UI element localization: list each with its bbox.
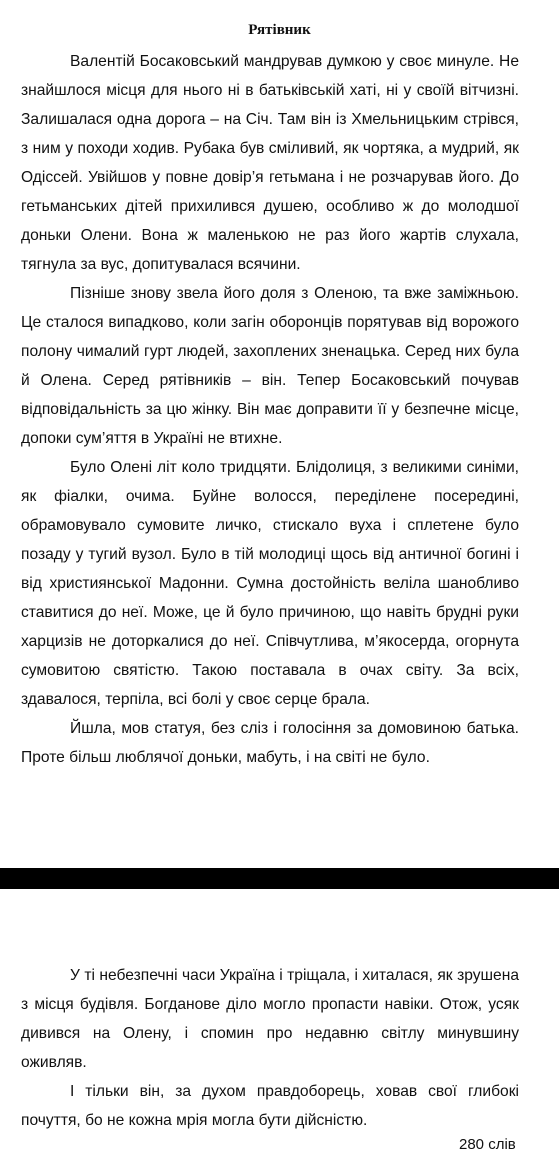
paragraph: Було Олені літ коло тридцяти. Блідолиця, з великими синіми, як фіалки, очима. Буйне волосся, переділене посередині, обрамовувало сумовите личко, стискало вуха і сплетене було позаду у тугий вузол. Було в тій молодиці щось від античної богині і від християнської Мадонни. Сумна достойність веліла шанобливо ставитися до неї. Може, це й було причиною, що навіть брудні руки харцизів не доторкалися до неї. Співчутлива, м’якосерда, огорнута сумовитою святістю. Такою поставала в очах світу. За всіх, здавалося, терпіла, всі болі у своє серце брала. — [21, 459, 519, 708]
word-count-label: 280 слів — [459, 1136, 516, 1153]
paragraph: Валентій Босаковський мандрував думкою у своє минуле. Не знайшлося місця для нього ні в батьківській хаті, ні у своїй вітчизні. Залишалася одна дорога – на Січ. Там він із Хмельницьким стрівся, з ним у походи ходив. Рубака був сміливий, як чортяка, а мудрий, як Одіссей. Увійшов у повне довір’я гетьмана і не розчарував його. До гетьманських дітей прихилився душею, особливо ж до молодшої доньки Олени. Вона ж маленькою не раз його жартів слухала, тягнула за вус, допитувалася всячини. — [21, 53, 519, 273]
document-title: Рятівник — [248, 22, 311, 38]
body-text-bottom — [21, 961, 519, 1135]
paragraph: Йшла, мов статуя, без сліз і голосіння за домовиною батька. Проте більш люблячої доньки, мабуть, і на світі не було. — [21, 720, 519, 766]
paragraph: Пізніше знову звела його доля з Оленою, та вже заміжньою. Це сталося випадково, коли загін оборонців порятував від ворожого полону чималий гурт людей, захоплених зненацька. Серед них була й Олена. Серед рятівників – він. Тепер Босаковський почував відповідальність за цю жінку. Він має доправити її у безпечне місце, допоки сум’яття в Україні не втихне. — [21, 285, 519, 447]
paragraph: І тільки він, за духом правдоборець, ховав свої глибокі почуття, бо не кожна мрія могла бути дійсністю. — [21, 1083, 519, 1129]
body-text-top — [21, 47, 519, 772]
page-separator-bar — [0, 868, 559, 889]
paragraph: У ті небезпечні часи Україна і тріщала, і хиталася, як зрушена з місця будівля. Богданове діло могло пропасти навіки. Отож, усяк дивився на Олену, і спомин про недавню світлу минувшину оживляв. — [21, 967, 519, 1071]
